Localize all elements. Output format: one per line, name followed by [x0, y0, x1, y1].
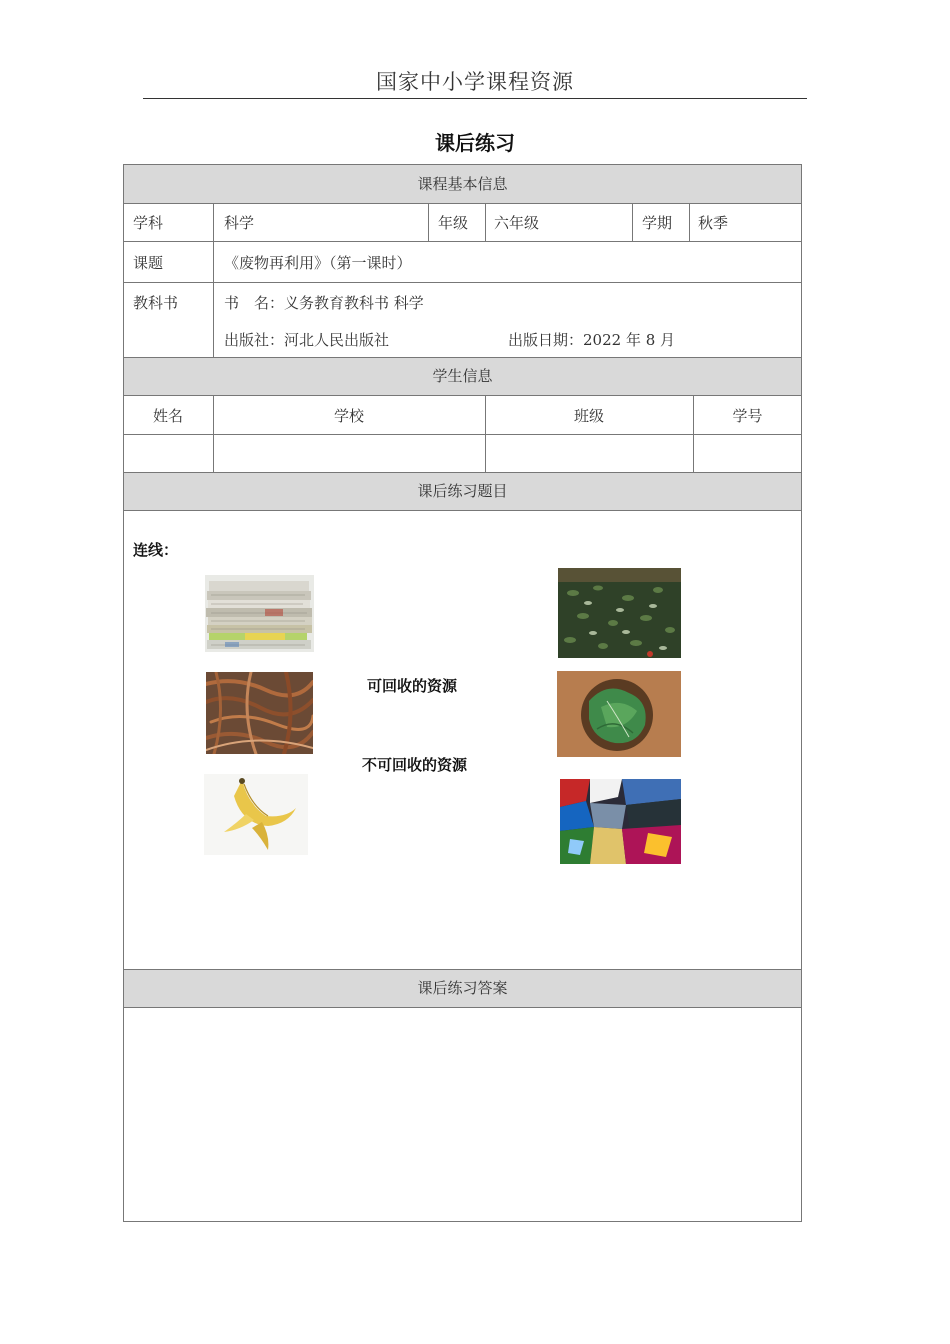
- column-divider: [689, 204, 690, 241]
- term-label: 学期: [642, 214, 673, 232]
- band-course-info: [123, 164, 802, 204]
- fallen-leaves-image: [558, 568, 681, 658]
- subject-label: 学科: [133, 214, 164, 232]
- band-student-info-label: 学生信息: [432, 367, 493, 385]
- exercise-instruction: 连线：: [133, 541, 179, 559]
- band-exercise-label: 课后练习题目: [417, 482, 508, 500]
- page-header-title: 国家中小学课程资源: [376, 70, 574, 94]
- subject-value: 科学: [224, 214, 255, 232]
- band-exercise: [123, 472, 802, 511]
- column-divider: [632, 204, 633, 241]
- band-course-info-label: 课程基本信息: [417, 175, 508, 193]
- textbook-pub-date: 出版日期：2022 年 8 月: [508, 331, 676, 349]
- student-col-class: 班级: [573, 407, 604, 425]
- banana-peel-image: [204, 774, 308, 855]
- topic-value: 《废物再利用》（第一课时）: [224, 254, 412, 272]
- document-title: 课后练习: [435, 131, 515, 155]
- band-answer: [123, 969, 802, 1008]
- header-divider: [143, 98, 807, 99]
- old-clothes-image: [560, 779, 681, 864]
- textbook-publisher: 出版社：河北人民出版社: [224, 331, 390, 349]
- column-divider: [213, 204, 214, 357]
- column-divider: [428, 204, 429, 241]
- category-recyclable: 可回收的资源: [367, 677, 458, 695]
- student-col-id: 学号: [732, 407, 763, 425]
- student-col-name: 姓名: [152, 407, 183, 425]
- grade-value: 六年级: [494, 214, 540, 232]
- vegetable-leaves-image: [557, 671, 681, 757]
- student-col-school: 学校: [333, 407, 364, 425]
- row-divider: [123, 282, 802, 283]
- grade-label: 年级: [438, 214, 469, 232]
- term-value: 秋季: [698, 214, 729, 232]
- category-nonrecyclable: 不可回收的资源: [362, 756, 468, 774]
- rusty-rebar-image: [206, 672, 313, 754]
- band-answer-label: 课后练习答案: [417, 979, 508, 997]
- row-divider: [123, 241, 802, 242]
- column-divider: [485, 204, 486, 241]
- newspaper-stack-image: [205, 575, 314, 652]
- textbook-name: 书 名：义务教育教科书 科学: [224, 294, 424, 312]
- row-divider: [123, 434, 802, 435]
- band-student-info: [123, 357, 802, 396]
- topic-label: 课题: [133, 254, 164, 272]
- textbook-label: 教科书: [133, 294, 179, 312]
